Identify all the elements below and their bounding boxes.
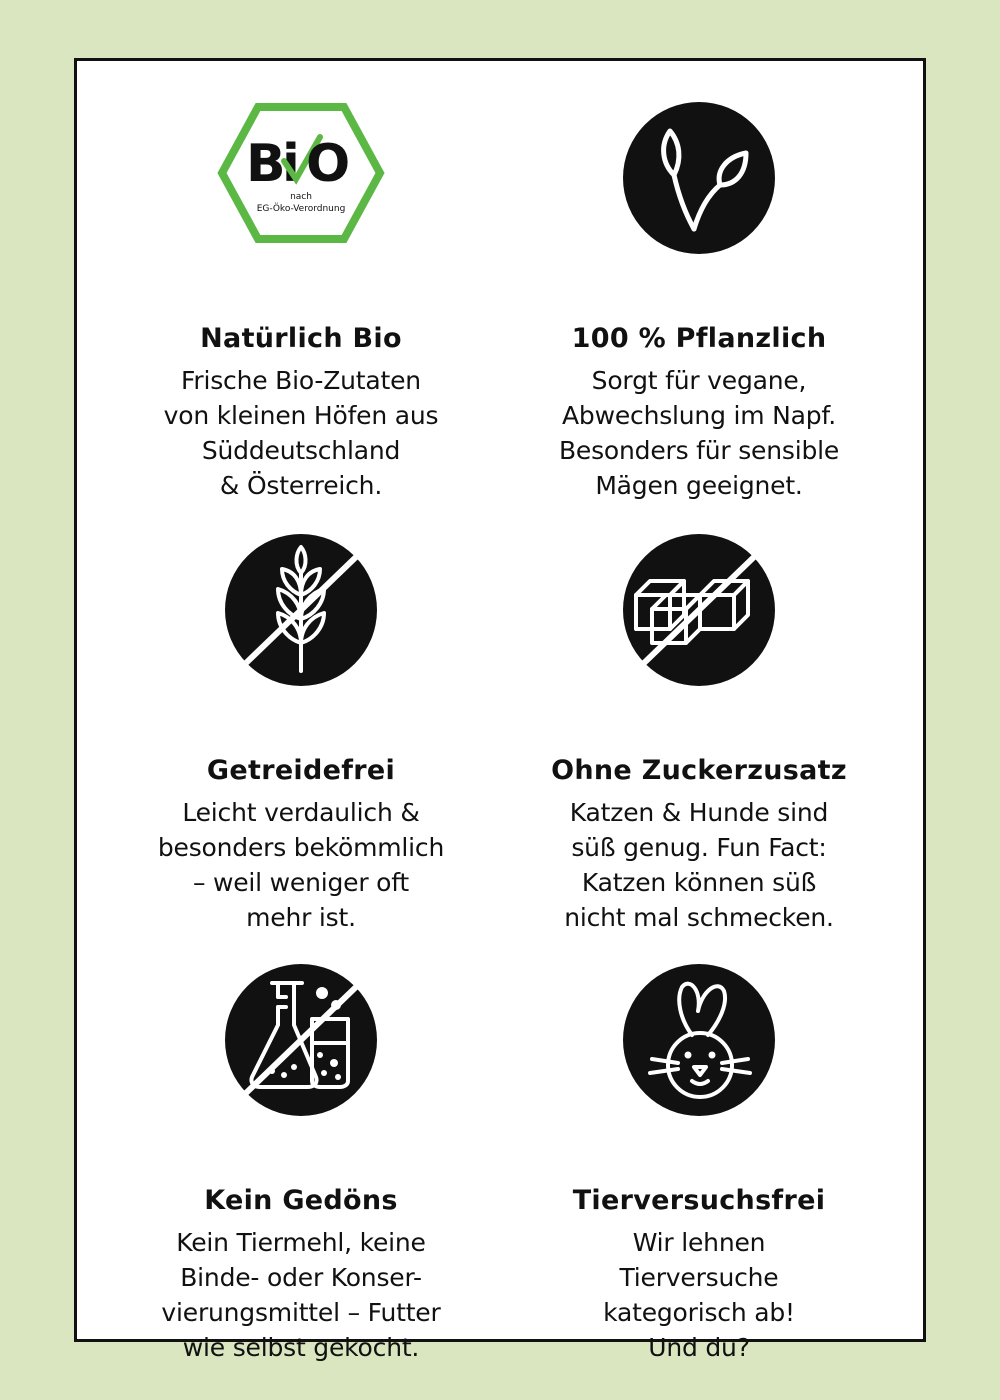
description-line: Frische Bio-Zutaten bbox=[181, 366, 421, 395]
feature-title: Natürlich Bio bbox=[200, 323, 402, 354]
feature-description bbox=[121, 1225, 481, 1365]
description-line: Abwechslung im Napf. bbox=[562, 401, 836, 430]
no-grain-icon bbox=[224, 533, 378, 687]
no-sugar-icon bbox=[622, 533, 776, 687]
description-line: Besonders für sensible bbox=[558, 436, 840, 465]
svg-text:i: i bbox=[282, 134, 300, 194]
bio-seal-icon bbox=[216, 101, 386, 251]
description-line: Mägen geeignet. bbox=[595, 471, 803, 500]
description-line: besonders bekömmlich bbox=[157, 833, 445, 862]
description-line: Leicht verdaulich & bbox=[182, 798, 420, 827]
description-line: Sorgt für vegane, bbox=[591, 366, 807, 395]
description-line: süß genug. Fun Fact: bbox=[571, 833, 827, 862]
feature-title: Kein Gedöns bbox=[204, 1185, 398, 1216]
description-line: – weil weniger oft bbox=[192, 868, 410, 897]
description-line: vierungsmittel – Futter bbox=[161, 1298, 441, 1327]
bio-seal-line1: nach bbox=[290, 192, 312, 202]
feature-bio bbox=[121, 101, 481, 500]
feature-description bbox=[519, 363, 879, 503]
no-chemicals-icon bbox=[224, 963, 378, 1117]
feature-no-additives bbox=[121, 963, 481, 1362]
feature-cruelty-free bbox=[519, 963, 879, 1362]
feature-no-sugar bbox=[519, 533, 879, 932]
description-line: von kleinen Höfen aus bbox=[163, 401, 439, 430]
description-line: nicht mal schmecken. bbox=[564, 903, 834, 932]
description-line: Kein Tiermehl, keine bbox=[176, 1228, 426, 1257]
feature-title: 100 % Pflanzlich bbox=[571, 323, 827, 354]
feature-title: Getreidefrei bbox=[206, 755, 396, 786]
description-line: kategorisch ab! bbox=[603, 1298, 795, 1327]
description-line: Und du? bbox=[648, 1333, 750, 1362]
feature-description bbox=[519, 1225, 879, 1365]
description-line: Wir lehnen bbox=[632, 1228, 766, 1257]
plant-leaves-icon bbox=[622, 101, 776, 255]
feature-title: Tierversuchsfrei bbox=[572, 1185, 826, 1216]
bio-seal-line2: EG-Öko-Verordnung bbox=[256, 204, 346, 214]
feature-grain-free bbox=[121, 533, 481, 932]
feature-description bbox=[519, 795, 879, 935]
description-line: wie selbst gekocht. bbox=[182, 1333, 420, 1362]
description-line: Tierversuche bbox=[619, 1263, 779, 1292]
svg-text:B: B bbox=[246, 134, 284, 194]
description-line: Katzen & Hunde sind bbox=[569, 798, 829, 827]
svg-text:O: O bbox=[306, 134, 351, 194]
cruelty-free-bunny-icon bbox=[622, 963, 776, 1117]
feature-card bbox=[74, 58, 926, 1362]
feature-title: Ohne Zuckerzusatz bbox=[551, 755, 847, 786]
feature-plant bbox=[519, 101, 879, 500]
description-line: Binde- oder Konser- bbox=[180, 1263, 422, 1292]
description-line: Süddeutschland bbox=[201, 436, 401, 465]
feature-description bbox=[121, 795, 481, 935]
feature-description bbox=[121, 363, 481, 503]
description-line: Katzen können süß bbox=[581, 868, 817, 897]
description-line: mehr ist. bbox=[246, 903, 356, 932]
description-line: & Österreich. bbox=[219, 471, 383, 500]
